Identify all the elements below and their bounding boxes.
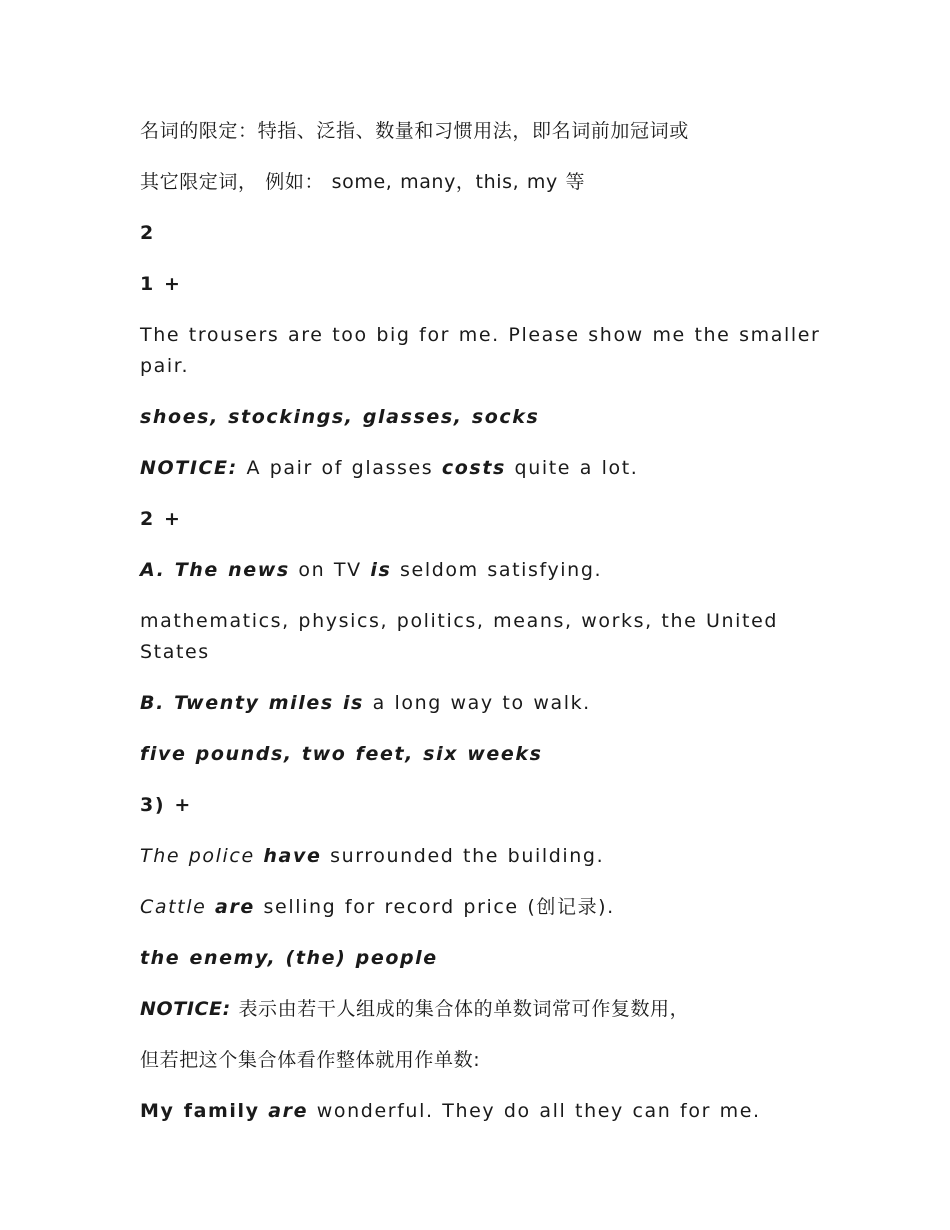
emphasis-subject: The police [140,845,255,867]
example-sentence [140,688,830,719]
paragraph-text: 但若把这个集合体看作整体就用作单数: [140,1049,481,1071]
subsection-heading-text: 2 + [140,508,182,530]
example-sentence [140,841,830,872]
section-number [140,218,830,249]
notice-label: NOTICE: [140,457,238,479]
section-number-text: 2 [140,222,155,244]
notice-text: A pair of glasses [237,457,442,479]
word-list [140,402,830,433]
word-list-text: shoes, stockings, glasses, socks [140,406,540,428]
notice-label: NOTICE: [140,998,231,1020]
word-list-text: the enemy, (the) people [140,947,438,969]
paragraph-collective-singular [140,1045,830,1076]
example-sentence-text: on TV [289,559,371,581]
notice-paragraph [140,994,830,1025]
example-sentence-text: a long way to walk. [363,692,591,714]
document-page [140,116,830,1147]
example-sentence-text: seldom satisfying. [391,559,603,581]
emphasis-subject: My family [140,1100,260,1122]
example-sentence-text: surrounded the building. [321,845,605,867]
paragraph-noun-determiners [140,116,830,147]
word-list [140,606,830,668]
emphasis-verb: have [263,845,322,867]
paragraph-determiner-examples [140,167,830,198]
emphasis-subject: Cattle [140,896,207,918]
emphasis-subject: B. Twenty miles is [140,692,364,714]
subsection-heading [140,504,830,535]
paragraph-text: 名词的限定：特指、泛指、数量和习惯用法，即名词前加冠词或 [140,120,689,142]
notice-paragraph [140,453,830,484]
word-list [140,739,830,770]
emphasis-subject: A. The news [140,559,290,581]
emphasis-verb: are [215,896,255,918]
emphasis-verb: costs [441,457,506,479]
paragraph-text: 其它限定词， 例如： some, many，this, my 等 [140,171,586,193]
subsection-heading [140,269,830,300]
example-sentence-text [260,1100,269,1122]
example-sentence-text: The trousers are too big for me. Please show me the smaller pair. [140,324,821,377]
word-list-text: five pounds, two feet, six weeks [140,743,543,765]
example-sentence-text: wonderful. They do all they can for me. [308,1100,761,1122]
example-sentence [140,555,830,586]
word-list [140,943,830,974]
emphasis-verb: is [370,559,392,581]
subsection-heading-text: 1 + [140,273,182,295]
subsection-heading [140,790,830,821]
example-sentence [140,1096,830,1127]
notice-text: 表示由若干人组成的集合体的单数词常可作复数用， [230,998,690,1020]
emphasis-verb: are [268,1100,309,1122]
example-sentence-text [206,896,215,918]
example-sentence [140,320,830,382]
example-sentence [140,892,830,923]
word-list-text: mathematics, physics, politics, means, works, the United States [140,610,779,663]
notice-text: quite a lot. [505,457,639,479]
example-sentence-text: selling for record price (创记录). [254,896,615,918]
subsection-heading-text: 3) + [140,794,192,816]
